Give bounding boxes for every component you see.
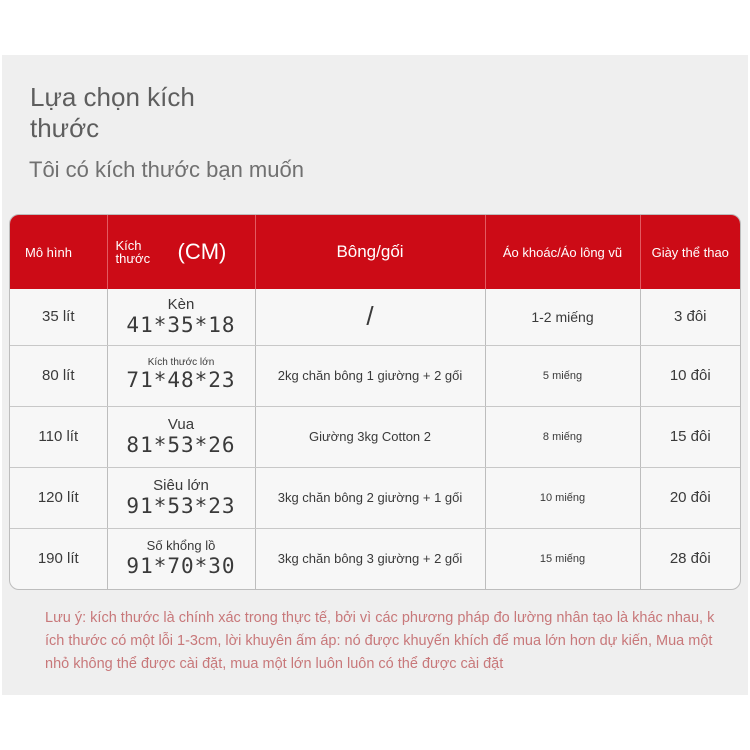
cell-bong: 2kg chăn bông 1 giường + 2 gối bbox=[255, 345, 485, 406]
cell-bong: / bbox=[255, 289, 485, 345]
table-row bbox=[10, 289, 740, 345]
size-dimensions: 41*35*18 bbox=[126, 313, 236, 338]
cell-size bbox=[107, 345, 255, 406]
size-dimensions: 91*53*23 bbox=[126, 494, 236, 519]
cell-model: 80 lít bbox=[10, 345, 107, 406]
cell-ao: 5 miếng bbox=[485, 345, 640, 406]
cell-ao: 15 miếng bbox=[485, 528, 640, 589]
size-dimensions: 81*53*26 bbox=[126, 433, 236, 458]
cell-ao: 8 miếng bbox=[485, 406, 640, 467]
cell-size bbox=[107, 467, 255, 528]
size-name: Kích thước lớn bbox=[147, 357, 215, 369]
header-ao: Áo khoác/Áo lông vũ bbox=[485, 215, 640, 289]
header-bong: Bông/gối bbox=[255, 215, 485, 289]
cell-giay: 20 đôi bbox=[640, 467, 740, 528]
cell-model: 190 lít bbox=[10, 528, 107, 589]
size-name: Kèn bbox=[167, 296, 195, 314]
cell-giay: 10 đôi bbox=[640, 345, 740, 406]
header-giay: Giày thể thao bbox=[640, 215, 740, 289]
table-row bbox=[10, 467, 740, 528]
cell-size bbox=[107, 289, 255, 345]
size-name: Vua bbox=[167, 415, 195, 433]
cell-model: 120 lít bbox=[10, 467, 107, 528]
header-size-label: Kích thước bbox=[115, 238, 151, 266]
page-title: Lựa chọn kích thước bbox=[30, 82, 195, 143]
header-size-unit: (CM) bbox=[177, 239, 227, 264]
size-table bbox=[9, 214, 741, 590]
table-row bbox=[10, 406, 740, 467]
table-header-row bbox=[10, 215, 740, 289]
table-row bbox=[10, 345, 740, 406]
size-dimensions: 71*48*23 bbox=[126, 368, 236, 393]
header-model: Mô hình bbox=[10, 215, 107, 289]
cell-model: 35 lít bbox=[10, 289, 107, 345]
cell-bong: 3kg chăn bông 3 giường + 2 gối bbox=[255, 528, 485, 589]
cell-size bbox=[107, 406, 255, 467]
cell-ao: 1-2 miếng bbox=[485, 289, 640, 345]
cell-size bbox=[107, 528, 255, 589]
header-size bbox=[107, 215, 255, 289]
cell-bong: Giường 3kg Cotton 2 bbox=[255, 406, 485, 467]
cell-giay: 15 đôi bbox=[640, 406, 740, 467]
cell-ao: 10 miếng bbox=[485, 467, 640, 528]
size-name: Số khổng lồ bbox=[146, 538, 216, 554]
size-dimensions: 91*70*30 bbox=[126, 554, 236, 579]
table-row bbox=[10, 528, 740, 589]
size-name: Siêu lớn bbox=[153, 476, 209, 494]
cell-model: 110 lít bbox=[10, 406, 107, 467]
cell-giay: 3 đôi bbox=[640, 289, 740, 345]
page-subtitle: Tôi có kích thước bạn muốn bbox=[29, 157, 304, 182]
size-note: Lưu ý: kích thước là chính xác trong thực tế, bởi vì các phương pháp đo lường nhân tạo là khác nhau, kích thước có một lỗi 1-3cm, lời khuyên ấm áp: nó được khuyến khích để mua lớn hơn dự kiến, Mua một nhỏ không thể được cài đặt, mua một lớn luôn luôn có thể được cài đặt bbox=[45, 610, 715, 672]
cell-bong: 3kg chăn bông 2 giường + 1 gối bbox=[255, 467, 485, 528]
cell-giay: 28 đôi bbox=[669, 550, 711, 568]
